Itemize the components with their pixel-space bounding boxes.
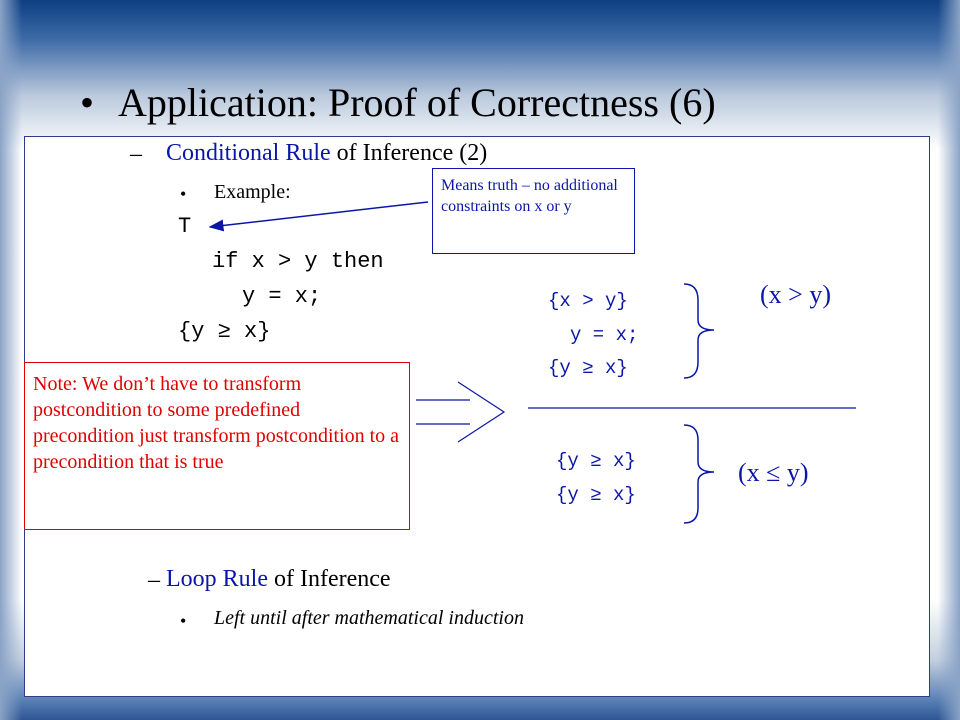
conditional-rule-suffix: of Inference (2)	[330, 140, 488, 166]
case-false-brace	[684, 425, 714, 523]
conditional-rule-name: Conditional Rule	[166, 140, 331, 166]
case-true-line-3: {y ≥ x}	[548, 357, 628, 379]
loop-rule-detail: Left until after mathematical induction	[214, 607, 524, 629]
loop-rule-suffix: of Inference	[268, 566, 391, 592]
conditional-rule-dash: –	[130, 141, 142, 167]
example-bullet: •	[180, 184, 187, 204]
code-line-assign: y = x;	[242, 284, 322, 309]
loop-rule-bullet: •	[180, 611, 187, 631]
case-false-line-2: {y ≥ x}	[556, 484, 636, 506]
case-false-line-1: {y ≥ x}	[556, 450, 636, 472]
title-bullet: •	[80, 79, 95, 125]
note-callout: Note: We don’t have to transform postcondition to some predefined precondition just transform postcondition to a precondition that is true	[24, 362, 410, 530]
loop-rule-name: Loop Rule	[166, 566, 268, 592]
code-line-postcondition: {y ≥ x}	[178, 319, 271, 344]
case-false-label: (x ≤ y)	[738, 458, 809, 487]
loop-rule-dash: –	[148, 567, 160, 593]
truth-callout: Means truth – no additional constraints on x or y	[432, 168, 635, 254]
case-true-line-2: y = x;	[570, 324, 639, 346]
implies-arrow	[416, 382, 504, 442]
code-line-if: if x > y then	[212, 249, 384, 274]
example-label: Example:	[214, 181, 291, 203]
code-line-precondition: T	[178, 214, 192, 239]
case-true-label: (x > y)	[760, 280, 831, 309]
case-true-brace	[684, 284, 714, 378]
callout-arrow	[210, 202, 428, 227]
case-true-line-1: {x > y}	[548, 290, 628, 312]
title-text: Application: Proof of Correctness (6)	[118, 79, 716, 125]
